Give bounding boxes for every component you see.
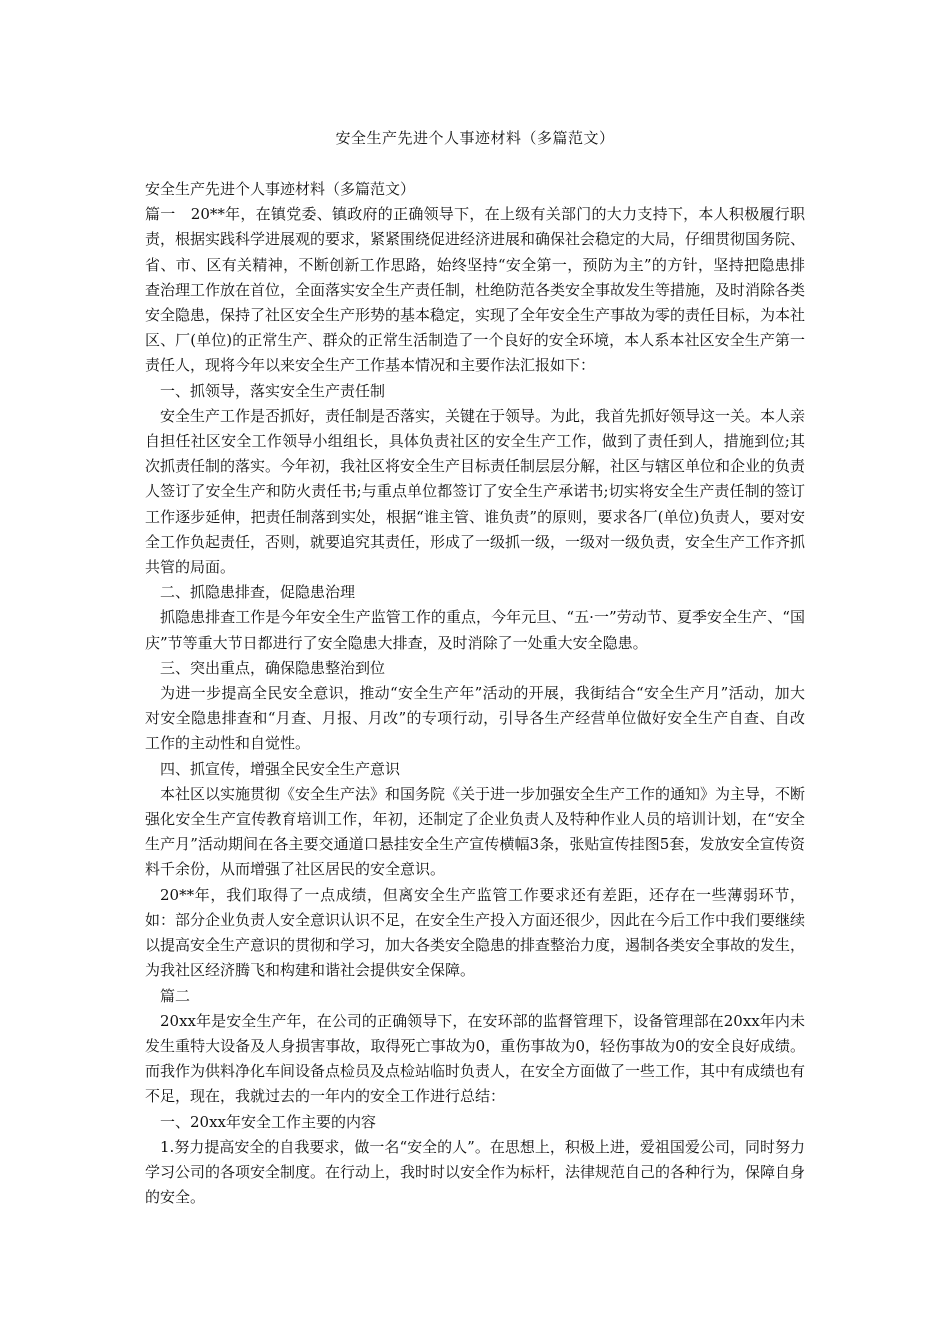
document-body — [145, 177, 805, 1210]
paragraph: 20xx年是安全生产年，在公司的正确领导下，在安环部的监督管理下，设备管理部在20xx年内未发生重特大设备及人身损害事故，取得死亡事故为0，重伤事故为0，轻伤事故为0的安全良好成绩。而我作为供料净化车间设备点检员及点检站临时负责人，在安全方面做了一些工作，其中有成绩也有不足，现在，我就过去的一年内的安全工作进行总结： — [145, 1011, 806, 1106]
document-title: 安全生产先进个人事迹材料（多篇范文） — [335, 129, 615, 147]
paragraph: 安全生产先进个人事迹材料（多篇范文） — [145, 180, 416, 198]
section-heading: 一、抓领导，落实安全生产责任制 — [160, 381, 386, 400]
section-heading: 四、抓宣传，增强全民安全生产意识 — [160, 759, 401, 778]
section-heading: 一、20xx年安全工作主要的内容 — [160, 1112, 377, 1131]
paragraph: 篇一 20**年，在镇党委、镇政府的正确领导下，在上级有关部门的大力支持下，本人积极履行职责，根据实践科学进展观的要求，紧紧围绕促进经济进展和确保社会稳定的大局，仔细贯彻国务院、省、市、区有关精神，不断创新工作思路，始终坚持“安全第一，预防为主”的方针，坚持把隐患排查治理工作放在首位，全面落实安全生产责任制，杜绝防范各类安全事故发生等措施，及时消除各类安全隐患，保持了社区安全生产形势的基本稳定，实现了全年安全生产事故为零的责任目标，为本社区、厂(单位)的正常生产、群众的正常生活制造了一个良好的安全环境，本人系本社区安全生产第一责任人，现将今年以来安全生产工作基本情况和主要作法汇报如下： — [145, 205, 806, 375]
paragraph: 本社区以实施贯彻《安全生产法》和国务院《关于进一步加强安全生产工作的通知》为主导，不断强化安全生产宣传教育培训工作，年初，还制定了企业负责人及特种作业人员的培训计划，在“安全生产月”活动期间在各主要交通道口悬挂安全生产宣传横幅3条，张贴宣传挂图5套，发放安全宣传资料千余份，从而增强了社区居民的安全意识。 — [145, 784, 806, 879]
paragraph: 安全生产工作是否抓好，责任制是否落实，关键在于领导。为此，我首先抓好领导这一关。本人亲自担任社区安全工作领导小组组长，具体负责社区的安全生产工作，做到了责任到人，措施到位;其次抓责任制的落实。今年初，我社区将安全生产目标责任制层层分解，社区与辖区单位和企业的负责人签订了安全生产和防火责任书;与重点单位都签订了安全生产承诺书;切实将安全生产责任制的签订工作逐步延伸，把责任制落到实处，根据“谁主管、谁负责”的原则，要求各厂(单位)负责人，要对安全工作负起责任，否则，就要追究其责任，形成了一级抓一级，一级对一级负责，安全生产工作齐抓共管的局面。 — [145, 406, 806, 577]
section-heading: 二、抓隐患排查，促隐患治理 — [160, 583, 356, 602]
paragraph: 20**年，我们取得了一点成绩，但离安全生产监管工作要求还有差距，还存在一些薄弱环节，如：部分企业负责人安全意识认识不足，在安全生产投入方面还很少，因此在今后工作中我们要继续以提高安全生产意识的贯彻和学习，加大各类安全隐患的排查整治力度，遏制各类安全事故的发生，为我社区经济腾飞和构建和谐社会提供安全保障。 — [145, 885, 806, 980]
paragraph: 抓隐患排查工作是今年安全生产监管工作的重点，今年元旦、“五·一”劳动节、夏季安全生产、“国庆”节等重大节日都进行了安全隐患大排查，及时消除了一处重大安全隐患。 — [145, 608, 805, 652]
section-heading: 篇二 — [160, 986, 191, 1005]
paragraph: 1.努力提高安全的自我要求，做一名“安全的人”。在思想上，积极上进，爱祖国爱公司，同时努力学习公司的各项安全制度。在行动上，我时时以安全作为标杆，法律规范自己的各种行为，保障自身的安全。 — [145, 1137, 806, 1207]
section-heading: 三、突出重点，确保隐患整治到位 — [160, 658, 386, 677]
paragraph: 为进一步提高全民安全意识，推动“安全生产年”活动的开展，我街结合“安全生产月”活动，加大对安全隐患排查和“月查、月报、月改”的专项行动，引导各生产经营单位做好安全生产自查、自改工作的主动性和自觉性。 — [145, 684, 805, 753]
